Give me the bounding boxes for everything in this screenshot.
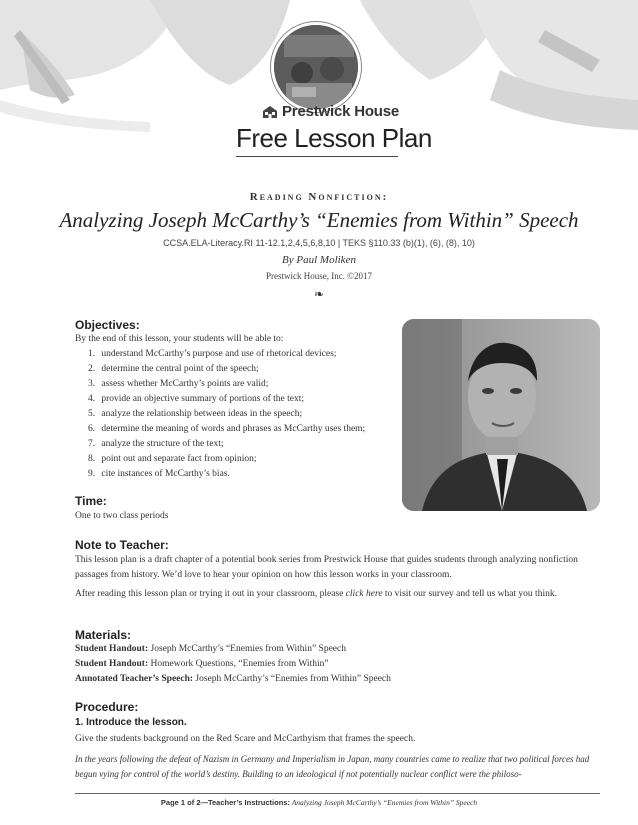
list-item: Student Handout: Joseph McCarthy’s “Enemies from Within” Speech xyxy=(75,644,346,654)
list-item: 3. assess whether McCarthy’s points are valid; xyxy=(88,379,269,389)
objectives-list xyxy=(88,347,365,482)
list-item: 4. provide an objective summary of portions of the text; xyxy=(88,394,304,404)
list-item: 9. cite instances of McCarthy’s bias. xyxy=(88,469,230,479)
time-heading: Time: xyxy=(75,494,107,508)
list-item: 5. analyze the relationship between ideas in the speech; xyxy=(88,409,303,419)
document-title: Analyzing Joseph McCarthy’s “Enemies from Within” Speech xyxy=(59,208,579,232)
background-quote: In the years following the defeat of Nazism in Germany and Imperialism in Japan, many countries came to realize that two political forces had begun vying for control of the world’s destiny. Building to an ideological if not potentially nuclear conflict were the philoso- xyxy=(75,754,590,779)
brand-logo xyxy=(262,103,399,120)
time-text: One to two class periods xyxy=(75,511,169,521)
procedure-step-1-heading: 1. Introduce the lesson. xyxy=(75,717,187,728)
survey-link[interactable]: click here xyxy=(345,589,383,599)
plan-title: Free Lesson Plan xyxy=(236,123,432,153)
procedure-step-1-text: Give the students background on the Red Scare and McCarthyism that frames the speech. xyxy=(75,734,416,744)
objectives-intro: By the end of this lesson, your students will be able to: xyxy=(75,334,284,344)
title-rule xyxy=(236,156,398,157)
list-item: 1. understand McCarthy’s purpose and use of rhetorical devices; xyxy=(88,349,337,359)
procedure-heading: Procedure: xyxy=(75,700,139,714)
ornament-icon: ❧ xyxy=(313,287,325,301)
list-item: 7. analyze the structure of the text; xyxy=(88,439,224,449)
author-byline: By Paul Moliken xyxy=(282,254,356,266)
list-item: 8. point out and separate fact from opinion; xyxy=(88,454,257,464)
materials-heading: Materials: xyxy=(75,628,132,642)
page-header xyxy=(0,0,638,160)
brand-name: Prestwick House xyxy=(282,103,400,120)
note-heading: Note to Teacher: xyxy=(75,538,169,552)
list-item: Annotated Teacher’s Speech: Joseph McCarthy’s “Enemies from Within” Speech xyxy=(75,674,391,684)
footer-rule xyxy=(75,793,600,794)
mccarthy-portrait-photo xyxy=(402,319,600,511)
copyright-line: Prestwick House, Inc. ©2017 xyxy=(265,271,373,281)
list-item: 2. determine the central point of the speech; xyxy=(88,364,259,374)
page-footer: Page 1 of 2—Teacher’s Instructions: Analyzing Joseph McCarthy’s “Enemies from Within” Speech xyxy=(160,798,478,807)
list-item: Student Handout: Homework Questions, “Enemies from Within” xyxy=(75,659,329,669)
header-emblem xyxy=(271,22,361,112)
list-item: 6. determine the meaning of words and phrases as McCarthy uses them; xyxy=(88,424,366,434)
objectives-heading: Objectives: xyxy=(75,318,140,332)
note-paragraph-1: This lesson plan is a draft chapter of a potential book series from Prestwick House that guides students through analyzing nonfiction passages from history. We’d love to hear your opinion on how this lesson works in your classroom. xyxy=(75,555,578,580)
note-paragraph-2: After reading this lesson plan or trying it out in your classroom, please click here to visit our survey and tell us what you think. xyxy=(75,589,557,599)
section-kicker: Reading Nonfiction: xyxy=(249,191,389,203)
standards-line: CCSA.ELA-Literacy.RI 11-12.1,2,4,5,6,8,10 | TEKS §110.33 (b)(1), (6), (8), 10) xyxy=(163,238,475,248)
house-icon xyxy=(262,105,278,119)
